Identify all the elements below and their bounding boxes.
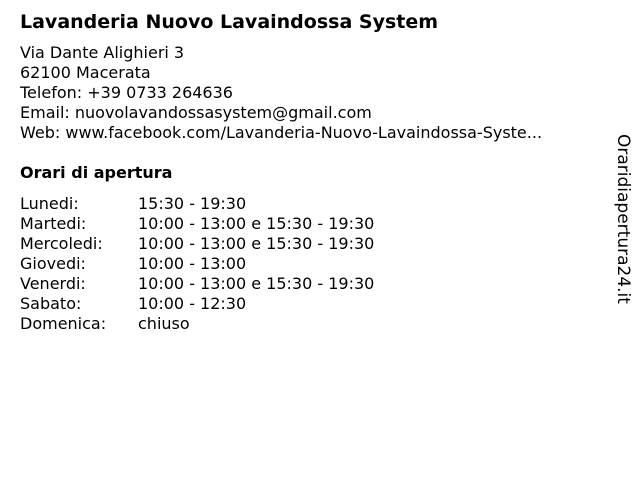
day-label: Giovedi: — [20, 254, 86, 273]
hours-row-saturday — [20, 294, 374, 314]
hours-row-sunday — [20, 314, 374, 334]
day-label: Sabato: — [20, 294, 82, 313]
website-link[interactable]: Web: www.facebook.com/Lavanderia-Nuovo-Lavaindossa-Syste... — [20, 123, 543, 142]
day-times: 10:00 - 12:30 — [138, 294, 247, 313]
business-name: Lavanderia Nuovo Lavaindossa System — [20, 11, 439, 33]
hours-row-monday — [20, 194, 374, 214]
opening-hours-table — [20, 194, 374, 334]
phone-number[interactable]: Telefon: +39 0733 264636 — [20, 83, 233, 102]
day-times: 15:30 - 19:30 — [138, 194, 247, 213]
day-label: Venerdi: — [20, 274, 86, 293]
day-label: Martedi: — [20, 214, 87, 233]
day-times: 10:00 - 13:00 e 15:30 - 19:30 — [138, 234, 375, 253]
address-city: 62100 Macerata — [20, 63, 151, 82]
day-label: Lunedi: — [20, 194, 79, 213]
day-times: 10:00 - 13:00 e 15:30 - 19:30 — [138, 274, 375, 293]
hours-row-friday — [20, 274, 374, 294]
opening-hours-heading: Orari di apertura — [20, 163, 173, 182]
day-times: chiuso — [138, 314, 190, 333]
hours-row-thursday — [20, 254, 374, 274]
hours-row-tuesday — [20, 214, 374, 234]
address-street: Via Dante Alighieri 3 — [20, 43, 185, 62]
site-brand-watermark: Oraridiapertura24.it — [613, 134, 633, 304]
email-address[interactable]: Email: nuovolavandossasystem@gmail.com — [20, 103, 372, 122]
day-label: Mercoledi: — [20, 234, 103, 253]
hours-row-wednesday — [20, 234, 374, 254]
day-times: 10:00 - 13:00 e 15:30 - 19:30 — [138, 214, 375, 233]
contact-block — [20, 43, 542, 143]
day-label: Domenica: — [20, 314, 107, 333]
day-times: 10:00 - 13:00 — [138, 254, 247, 273]
